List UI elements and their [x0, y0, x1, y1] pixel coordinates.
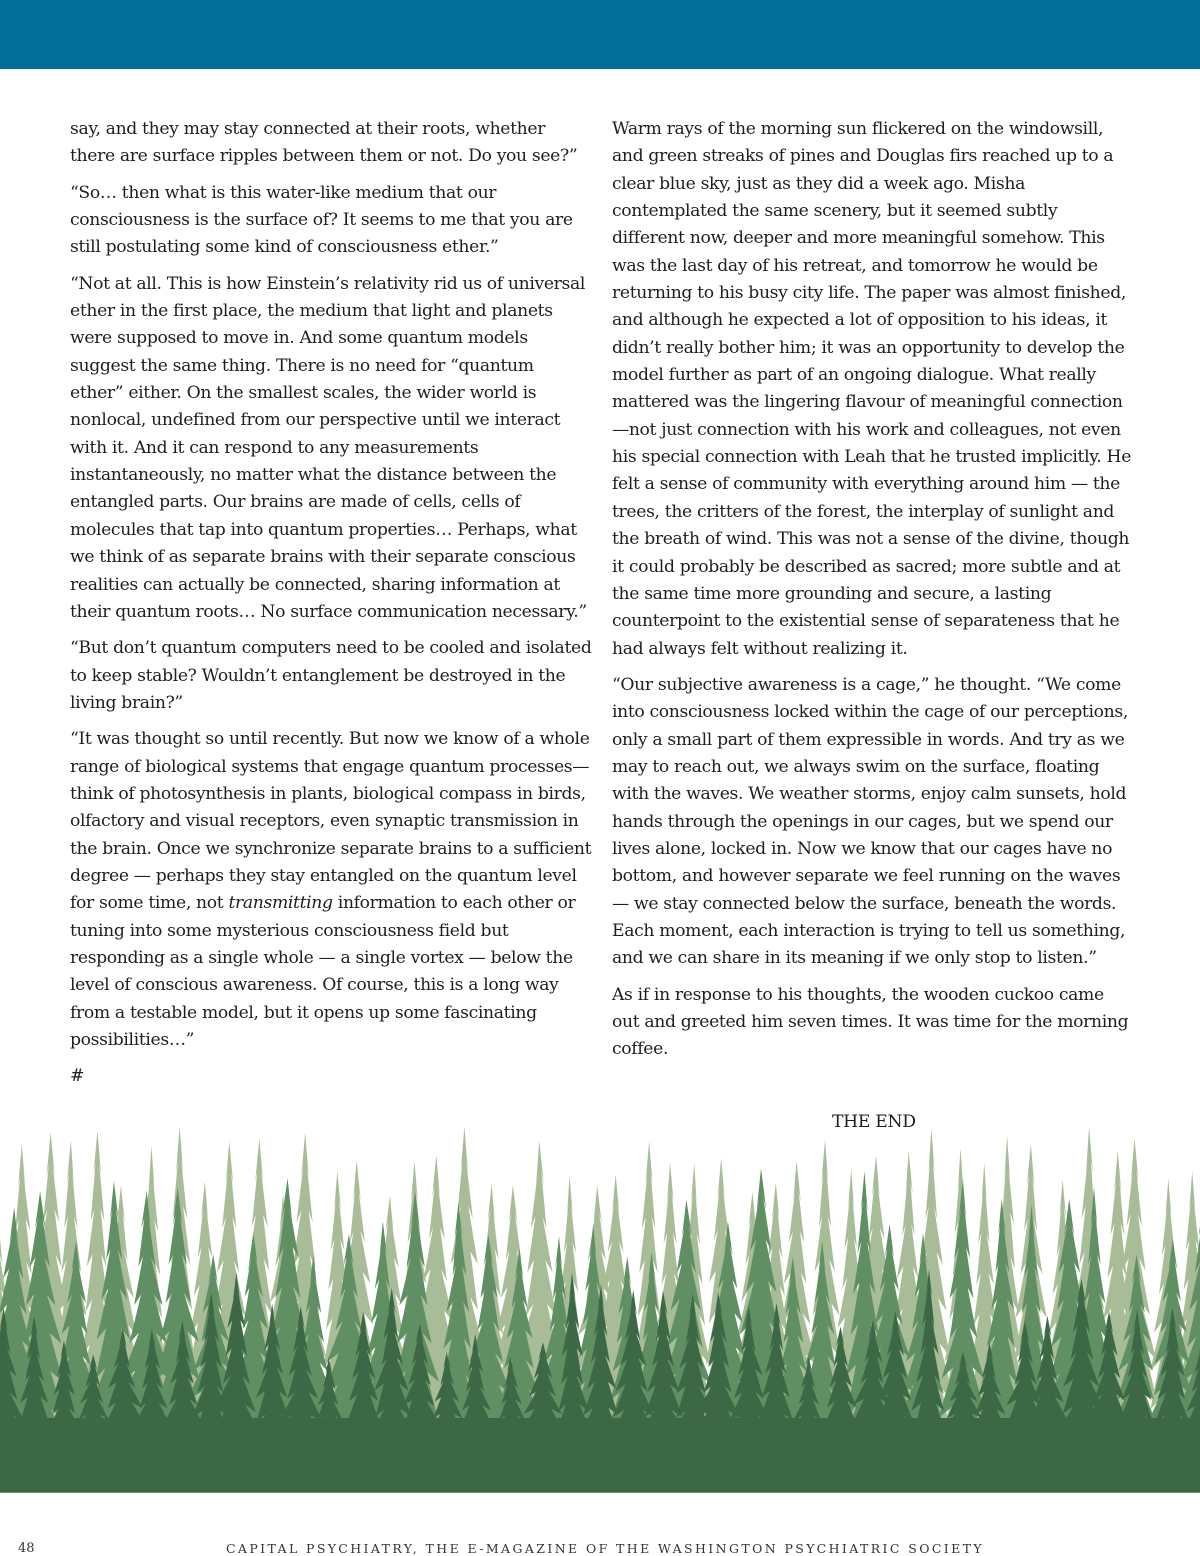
- footer-divider: [0, 1492, 1200, 1493]
- forest-ground: [0, 1418, 1200, 1493]
- forest-illustration: [0, 1118, 1200, 1493]
- publication-title: CAPITAL PSYCHIATRY, THE E-MAGAZINE OF THE WASHINGTON PSYCHIATRIC SOCIETY: [0, 1541, 1200, 1556]
- paragraph: “But don’t quantum computers need to be cooled and isolated to keep stable? Wouldn’t entanglement be destroyed in the living brain?”: [70, 635, 592, 717]
- section-break: #: [70, 1063, 592, 1090]
- left-column: [70, 116, 592, 1100]
- paragraph-text: information to each other or tuning into some mysterious consciousness field but responding as a single whole — a single vortex — below the level of conscious awareness. Of course, this is a long way from a testable model, but it opens up some fascinating possibilities…”: [70, 893, 575, 1050]
- page-number: 48: [18, 1541, 35, 1556]
- header-band: [0, 0, 1200, 69]
- paragraph: “Our subjective awareness is a cage,” he thought. “We come into consciousness locked within the cage of our perceptions, only a small part of them expressible in words. And try as we may to reach out, we always swim on the surface, floating with the waves. We weather storms, enjoy calm sunsets, hold hands through the openings in our cages, but we spend our lives alone, locked in. Now we know that our cages have no bottom, and however separate we feel running on the waves — we stay connected below the surface, beneath the words. Each moment, each interaction is trying to tell us something, and we can share in its meaning if we only stop to listen.”: [612, 672, 1134, 973]
- paragraph: As if in response to his thoughts, the wooden cuckoo came out and greeted him seven times. It was time for the morning coffee.: [612, 982, 1134, 1064]
- italic-word: transmitting: [228, 893, 332, 913]
- paragraph: say, and they may stay connected at their roots, whether there are surface ripples between them or not. Do you see?”: [70, 116, 592, 171]
- paragraph-text: “It was thought so until recently. But now we know of a whole range of biological systems that engage quantum processes—think of photosynthesis in plants, biological compass in birds, olfactory and visual receptors, even synaptic transmission in the brain. Once we synchronize separate brains to a sufficient degree — perhaps they stay entangled on the quantum level for some time, not: [70, 729, 591, 913]
- paragraph: “Not at all. This is how Einstein’s relativity rid us of universal ether in the first place, the medium that light and planets were supposed to move in. And some quantum models suggest the same thing. There is no need for “quantum ether” either. On the smallest scales, the wider world is nonlocal, undefined from our perspective until we interact with it. And it can respond to any measurements instantaneously, no matter what the distance between the entangled parts. Our brains are made of cells, cells of molecules that tap into quantum properties… Perhaps, what we think of as separate brains with their separate conscious realities can actually be connected, sharing information at their quantum roots… No surface communication necessary.”: [70, 271, 592, 626]
- paragraph: “So… then what is this water-like medium that our consciousness is the surface of? It seems to me that you are still postulating some kind of consciousness ether.”: [70, 180, 592, 262]
- paragraph: [70, 726, 592, 1054]
- right-column: [612, 116, 1134, 1073]
- the-end-label: THE END: [832, 1112, 916, 1132]
- paragraph: Warm rays of the morning sun flickered on the windowsill, and green streaks of pines and Douglas firs reached up to a clear blue sky, just as they did a week ago. Misha contemplated the same scenery, but it seemed subtly different now, deeper and more meaningful somehow. This was the last day of his retreat, and tomorrow he would be returning to his busy city life. The paper was almost finished, and although he expected a lot of opposition to his ideas, it didn’t really bother him; it was an opportunity to develop the model further as part of an ongoing dialogue. What really mattered was the lingering flavour of meaningful connection—not just connection with his work and colleagues, not even his special connection with Leah that he trusted implicitly. He felt a sense of community with everything around him — the trees, the critters of the forest, the interplay of sunlight and the breath of wind. This was not a sense of the divine, though it could probably be described as sacred; more subtle and at the same time more grounding and secure, a lasting counterpoint to the existential sense of separateness that he had always felt without realizing it.: [612, 116, 1134, 663]
